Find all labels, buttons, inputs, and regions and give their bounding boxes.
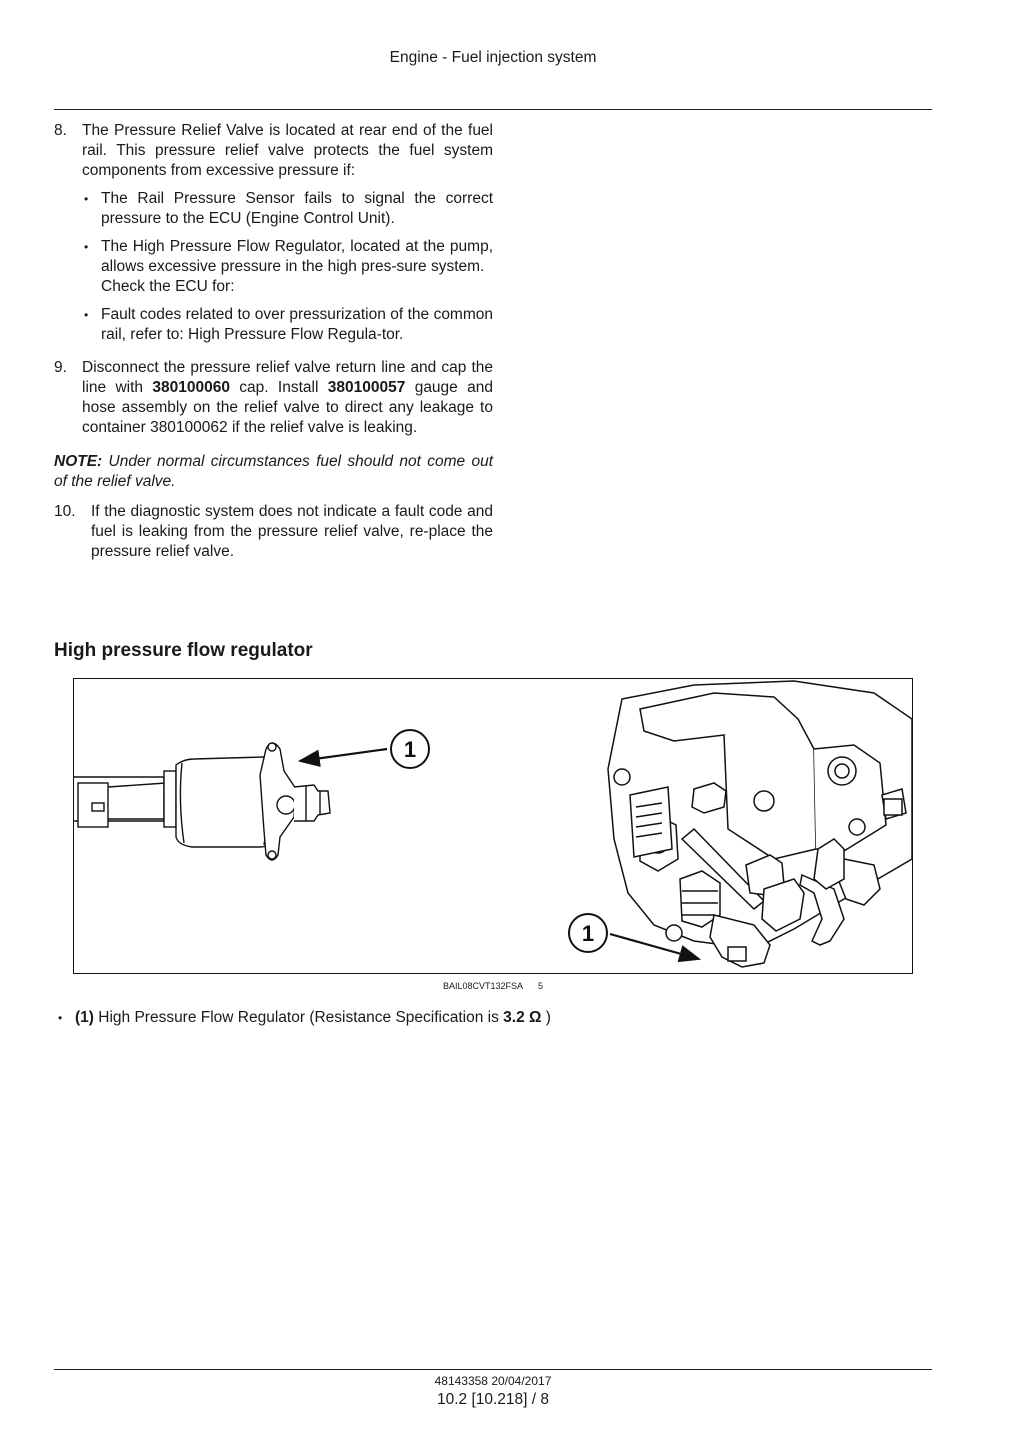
footer-page-number: 10.2 [10.218] / 8 xyxy=(436,1391,550,1408)
list-item xyxy=(82,237,493,297)
step-body xyxy=(82,121,493,349)
legend-text: High Pressure Flow Regulator (Resistance Specification is xyxy=(93,1009,504,1026)
check-ecu-line: Check the ECU for: xyxy=(101,278,235,295)
list-item-text: The High Pressure Flow Regulator, located at the pump, allows excessive pressure in the high pres-sure system. xyxy=(101,238,493,275)
note-text: Under normal circumstances fuel should not come out of the relief valve. xyxy=(54,453,493,490)
section-heading: High pressure flow regulator xyxy=(54,640,313,661)
step-body xyxy=(82,358,493,438)
part-number-gauge: 380100057 xyxy=(327,379,406,396)
step-8 xyxy=(54,121,493,349)
list-item: • The Rail Pressure Sensor fails to signal the correct pressure to the ECU (Engine Control Unit). xyxy=(82,189,493,229)
note-label: NOTE: xyxy=(54,453,103,470)
resistance-value: 3.2 Ω xyxy=(503,1009,542,1026)
figure-legend xyxy=(58,1008,551,1028)
figure-caption xyxy=(443,980,543,992)
callout-arrow xyxy=(300,749,387,761)
footer-doc-code: 48143358 20/04/2017 xyxy=(434,1374,552,1388)
legend-close: ) xyxy=(541,1009,551,1026)
part-number-cap: 380100060 xyxy=(152,379,230,396)
step-text: If the diagnostic system does not indicate a fault code and fuel is leaking from the pressure relief valve, re-place the pressure relief valve. xyxy=(91,503,493,560)
page-header-title: Engine - Fuel injection system xyxy=(389,49,597,66)
procedure-content xyxy=(54,121,493,571)
header-divider xyxy=(54,109,932,110)
legend-item-number: (1) xyxy=(75,1009,94,1026)
callout-label: 1 xyxy=(403,737,417,762)
condition-list xyxy=(82,189,493,345)
step-number: 10. xyxy=(54,503,76,520)
step-number: 8. xyxy=(54,122,67,139)
step-9 xyxy=(54,358,493,438)
list-item: • Fault codes related to over pressurization of the common rail, refer to: High Pressure Flow Regula-tor. xyxy=(82,305,493,345)
note xyxy=(54,452,493,492)
step-10 xyxy=(54,502,493,562)
step-number: 9. xyxy=(54,359,67,376)
figure-flow-regulator xyxy=(73,678,913,974)
regulator-part-drawing xyxy=(74,743,330,860)
fuel-pump-drawing xyxy=(608,681,912,967)
step-body xyxy=(91,502,493,562)
step-text: Disconnect the pressure relief valve return line and cap the line with 380100060 cap. Install 380100057 gauge and hose assembly on the relief valve to direct any leakage to container 380100062 if the relief valve is leaking. xyxy=(82,359,493,436)
bullet-icon: • xyxy=(58,1011,63,1025)
step-text: The Pressure Relief Valve is located at rear end of the fuel rail. This pressure relief valve protects the fuel system components from excessive pressure if: xyxy=(82,122,493,179)
flow-regulator-illustration xyxy=(74,679,912,973)
callout-label: 1 xyxy=(581,921,595,946)
figure-code: BAIL08CVT132FSA xyxy=(443,981,524,991)
figure-number: 5 xyxy=(538,981,544,991)
footer-divider xyxy=(54,1369,932,1370)
